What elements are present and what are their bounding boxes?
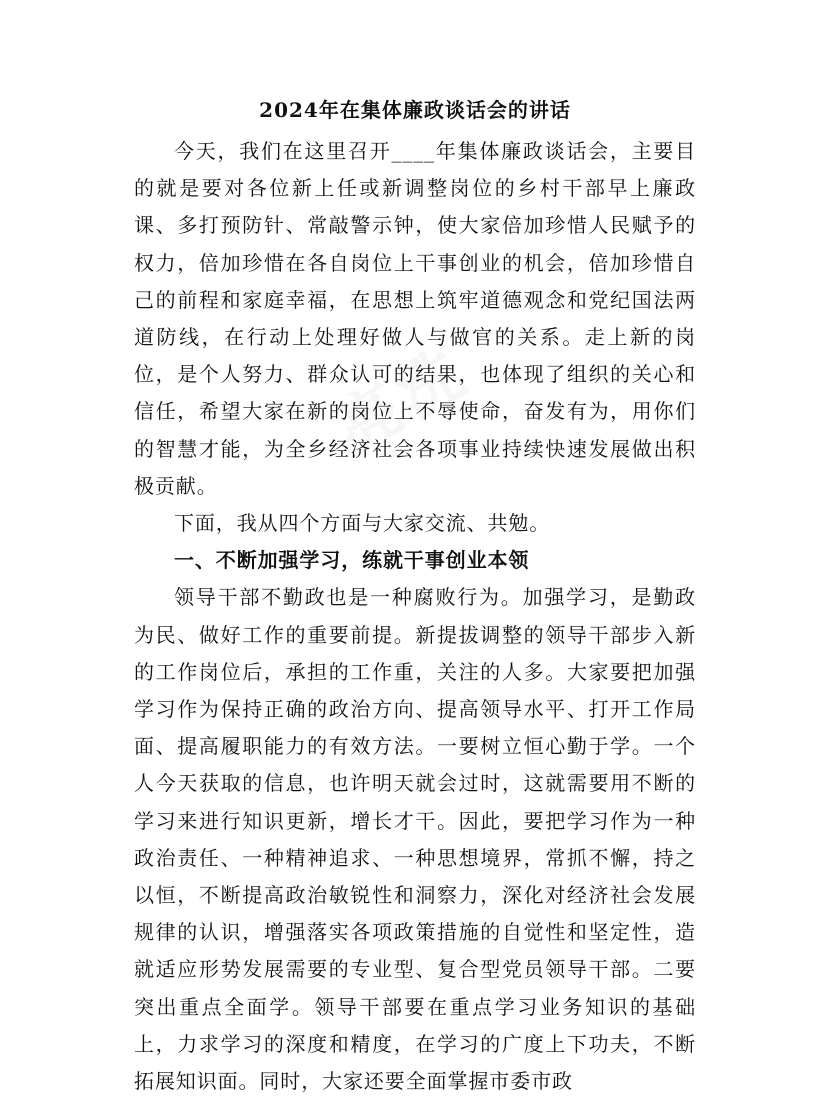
paragraph-transition: 下面，我从四个方面与大家交流、共勉。 — [174, 511, 551, 536]
paragraph-intro: 今天，我们在这里召开____年集体廉政谈话会，主要目的就是要对各位新上任或新调整岗位的乡村干部早上廉政课、多打预防针、常敲警示钟，使大家倍加珍惜人民赋予的权力，倍加珍惜在各自岗位上干事创业的机会，倍加珍惜自己的前程和家庭幸福，在思想上筑牢道德观念和党纪国法两道防线，在行动上处理好做人与做官的关系。走上新的岗位，是个人努力、群众认可的结果，也体现了组织的关心和信任，希望大家在新的岗位上不辱使命，奋发有为，用你们的智慧才能，为全乡经济社会各项事业持续快速发展做出积极贡献。 — [134, 139, 696, 498]
paragraph-section-1: 领导干部不勤政也是一种腐败行为。加强学习，是勤政为民、做好工作的重要前提。新提拔调整的领导干部步入新的工作岗位后，承担的工作重，关注的人多。大家要把加强学习作为保持正确的政治方向、提高领导水平、打开工作局面、提高履职能力的有效方法。一要树立恒心勤于学。一个人今天获取的信息，也许明天就会过时，这就需要用不断的学习来进行知识更新，增长才干。因此，要把学习作为一种政治责任、一种精神追求、一种思想境界，常抓不懈，持之以恒，不断提高政治敏锐性和洞察力，深化对经济社会发展规律的认识，增强落实各项政策措施的自觉性和坚定性，造就适应形势发展需要的专业型、复合型党员领导干部。二要突出重点全面学。领导干部要在重点学习业务知识的基础上，力求学习的深度和精度，在学习的广度上下功夫，不断拓展知识面。同时，大家还要全面掌握市委市政 — [134, 585, 696, 1094]
watermark: 亮洗 — [323, 334, 483, 469]
document-body — [0, 133, 830, 1100]
document-title: 2024年在集体廉政谈话会的讲话 — [259, 98, 571, 122]
section-heading-1: 一、不断加强学习，练就干事创业本领 — [174, 548, 530, 573]
